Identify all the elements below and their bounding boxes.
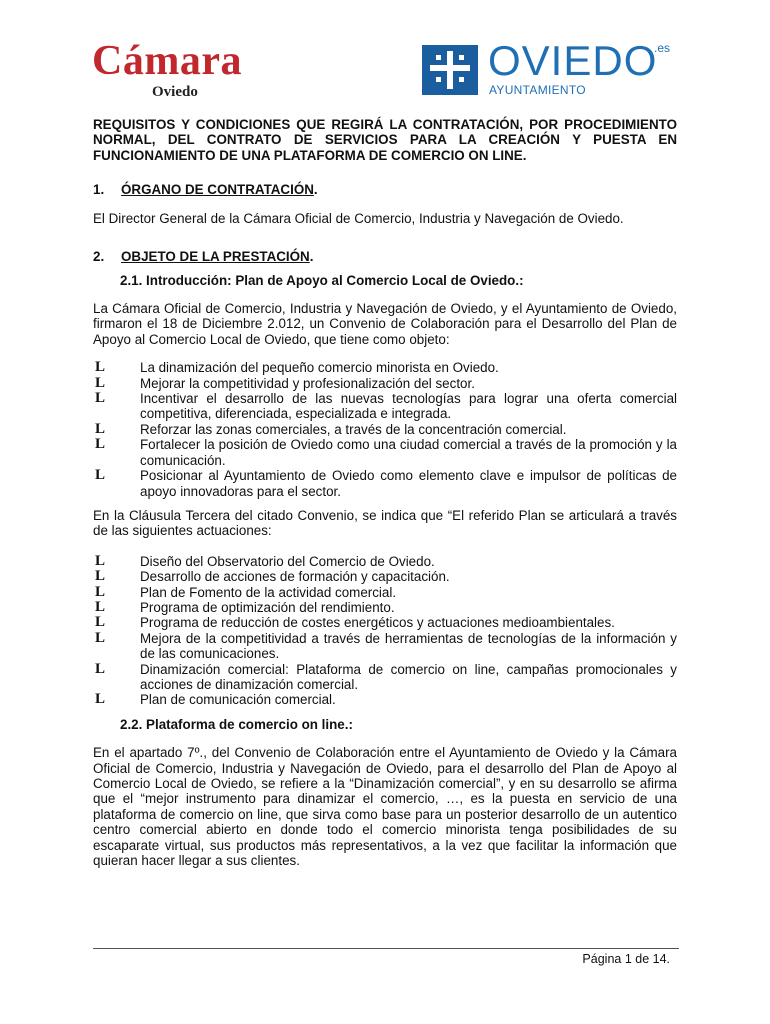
bullet-glyph: L [95,390,106,407]
bullet-glyph: L [95,359,106,376]
subsection-2-1-heading: 2.1. Introducción: Plan de Apoyo al Comercio Local de Oviedo.: [120,272,524,288]
list-item [93,600,677,615]
objectives-list [93,360,677,499]
camara-logo-subtitle: Oviedo [152,84,198,100]
list-item [93,422,677,437]
section-2-heading [93,249,677,264]
bullet-glyph: L [95,691,106,708]
oviedo-logo-domain: .es [654,41,671,55]
document-body [93,117,677,868]
list-item [93,631,677,662]
list-item-text: Programa de optimización del rendimiento. [140,599,395,615]
oviedo-logo-subtitle: AYUNTAMIENTO [489,83,586,97]
list-item [93,615,677,630]
section-2-title: OBJETO DE LA PRESTACIÓN [121,248,310,264]
list-item-text: Dinamización comercial: Plataforma de comercio on line, campañas promocionales y acciones de dinamización comercial. [140,661,677,692]
oviedo-shield-icon [422,45,478,95]
list-item-text: La dinamización del pequeño comercio minorista en Oviedo. [140,360,499,376]
bullet-glyph: L [95,583,106,600]
list-item [93,468,677,499]
list-item-text: Posicionar al Ayuntamiento de Oviedo como elemento clave e impulsor de políticas de apoyo innovadoras para el sector. [140,468,677,499]
list-item-text: Diseño del Observatorio del Comercio de Oviedo. [140,553,435,569]
subsection-2-1-paragraph-2: En la Cláusula Tercera del citado Convenio, se indica que “El referido Plan se articulará a través de las siguientes actuaciones: [93,507,677,539]
section-2-title-dot: . [309,248,314,264]
header-logos [0,0,770,110]
list-item [93,585,677,600]
list-item-text: Programa de reducción de costes energéticos y actuaciones medioambientales. [140,615,615,631]
bullet-glyph: L [95,568,106,585]
section-1-title-dot: . [313,182,318,198]
list-item-text: Mejora de la competitividad a través de herramientas de tecnologías de la información y de las comunicaciones. [140,630,677,662]
bullet-glyph: L [95,614,106,631]
list-item-text: Incentivar el desarrollo de las nuevas tecnologías para lograr una oferta comercial competitiva, diferenciada, especializada e integrada. [140,391,677,422]
section-1-title: ÓRGANO DE CONTRATACIÓN [121,182,314,198]
list-item-text: Fortalecer la posición de Oviedo como una ciudad comercial a través de la promoción y la comunicación. [140,437,677,468]
subsection-2-2-heading: 2.2. Plataforma de comercio on line.: [120,716,353,732]
bullet-glyph: L [95,467,106,484]
bullet-glyph: L [95,629,106,646]
bullet-glyph: L [95,598,106,615]
list-item-text: Reforzar las zonas comerciales, a través de la concentración comercial. [140,421,567,437]
page-number: Página 1 de 14. [582,952,670,966]
list-item-text: Desarrollo de acciones de formación y capacitación. [140,569,450,585]
list-item [93,360,677,375]
list-item [93,376,677,391]
list-item [93,692,677,707]
bullet-glyph: L [95,420,106,437]
bullet-glyph: L [95,436,106,453]
list-item [93,554,677,569]
camara-logo-word: Cámara [92,38,242,84]
section-1-body: El Director General de la Cámara Oficial de Comercio, Industria y Navegación de Oviedo. [93,211,624,227]
subsection-2-1-paragraph-1: La Cámara Oficial de Comercio, Industria y Navegación de Oviedo, y el Ayuntamiento de Oviedo, firmaron el 18 de Diciembre 2.012, un Convenio de Colaboración para el Desarrollo del Plan de Apoyo al Comercio Local de Oviedo, que tiene como objeto: [93,301,677,347]
camara-oviedo-logo [92,38,242,100]
list-item-text: Plan de comunicación comercial. [140,692,336,708]
bullet-glyph: L [95,374,106,391]
oviedo-logo-word: OVIEDO [488,37,658,84]
section-1-number: 1. [93,182,105,198]
section-1-heading [93,182,677,197]
section-2-number: 2. [93,248,105,264]
bullet-glyph: L [95,552,106,569]
actions-list [93,554,677,708]
subsection-2-2-paragraph: En el apartado 7º., del Convenio de Colaboración entre el Ayuntamiento de Oviedo y la Cámara Oficial de Comercio, Industria y Navegación de Oviedo, para el desarrollo del Plan de Apoyo al Comercio Local de Oviedo, se refiere a la “Dinamización comercial”, y en su desarrollo se afirma que el “mejor instrumento para dinamizar el comercio, …, es la puesta en servicio de una plataforma de comercio on line, que sirva como base para un posterior desarrollo de un autentico centro comercial abierto en donde todo el comercio minorista tenga posibilidades de su escaparate virtual, sus productos más representativos, a la vez que facilitar la información que quieran hacer llegar a sus clientes. [93,745,677,869]
list-item-text: Plan de Fomento de la actividad comercial. [140,584,397,600]
list-item-text: Mejorar la competitividad y profesionalización del sector. [140,375,475,391]
list-item [93,569,677,584]
list-item [93,391,677,422]
bullet-glyph: L [95,660,106,677]
list-item [93,662,677,693]
list-item [93,437,677,468]
document-title: REQUISITOS Y CONDICIONES QUE REGIRÁ LA CONTRATACIÓN, POR PROCEDIMIENTO NORMAL, DEL CONTRATO DE SERVICIOS PARA LA CREACIÓN Y PUESTA EN FUNCIONAMIENTO DE UNA PLATAFORMA DE COMERCIO ON LINE. [93,117,677,163]
footer-divider [93,948,679,949]
